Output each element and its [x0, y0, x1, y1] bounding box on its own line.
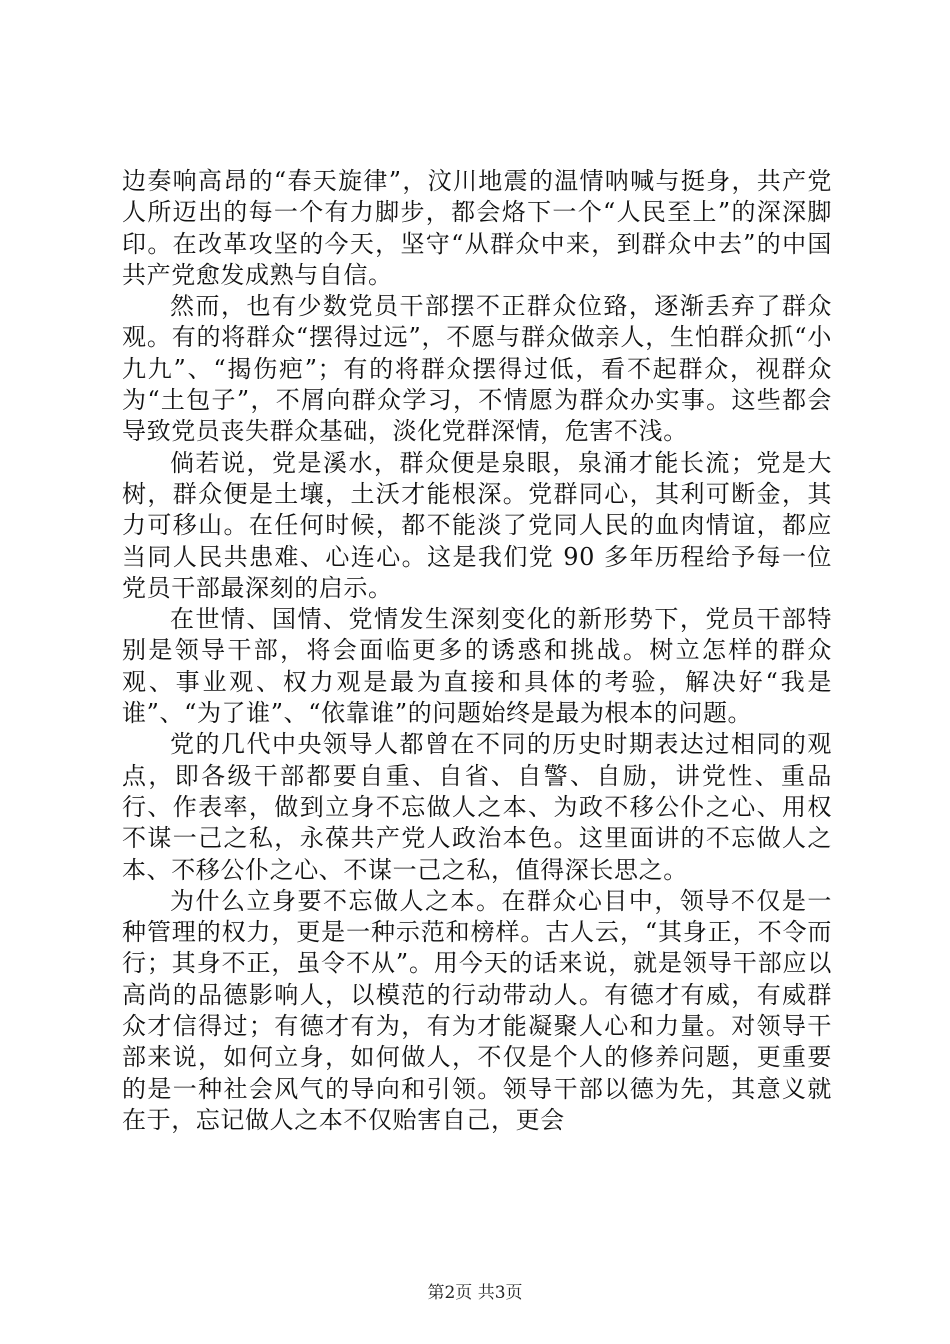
- paragraph-1: 边奏响高昂的“春天旋律”，汶川地震的温情呐喊与挺身，共产党人所迈出的每一个有力脚步，都会烙下一个“人民至上”的深深脚印。在改革攻坚的今天，坚守“从群众中来，到群众中去”的中国共产党愈发成熟与自信。: [122, 167, 832, 289]
- page-number-label: 第2页 共3页: [427, 1283, 523, 1303]
- page-footer: [0, 1278, 950, 1303]
- paragraph-4: 在世情、国情、党情发生深刻变化的新形势下，党员干部特别是领导干部，将会面临更多的诱惑和挑战。树立怎样的群众观、事业观、权力观是最为直接和具体的考验，解决好“我是谁”、“为了谁”、“依靠谁”的问题始终是最为根本的问题。: [122, 605, 832, 728]
- document-body: [122, 166, 832, 1136]
- paragraph-6: 为什么立身要不忘做人之本。在群众心目中，领导不仅是一种管理的权力，更是一种示范和榜样。古人云，“其身正，不令而行；其身不正，虽令不从”。用今天的话来说，就是领导干部应以高尚的品德影响人，以模范的行动带动人。有德才有威，有威群众才信得过；有德才有为，有为才能凝聚人心和力量。对领导干部来说，如何立身，如何做人，不仅是个人的修养问题，更重要的是一种社会风气的导向和引领。领导干部以德为先，其意义就在于，忘记做人之本不仅贻害自己，更会: [122, 886, 832, 1134]
- paragraph-5: 党的几代中央领导人都曾在不同的历史时期表达过相同的观点，即各级干部都要自重、自省、自警、自励，讲党性、重品行、作表率，做到立身不忘做人之本、为政不移公仆之心、用权不谋一己之私，永葆共产党人政治本色。这里面讲的不忘做人之本、不移公仆之心、不谋一己之私，值得深长思之。: [122, 730, 832, 884]
- paragraph-2: 然而，也有少数党员干部摆不正群众位臵，逐渐丢弃了群众观。有的将群众“摆得过远”，不愿与群众做亲人，生怕群众抓“小九九”、“揭伤疤”；有的将群众摆得过低，看不起群众，视群众为“土包子”，不屑向群众学习，不情愿为群众办实事。这些都会导致党员丧失群众基础，淡化党群深情，危害不浅。: [122, 292, 832, 446]
- paragraph-3: 倘若说，党是溪水，群众便是泉眼，泉涌才能长流；党是大树，群众便是土壤，土沃才能根深。党群同心，其利可断金，其力可移山。在任何时候，都不能淡了党同人民的血肉情谊，都应当同人民共患难、心连心。这是我们党 90 多年历程给予每一位党员干部最深刻的启示。: [122, 448, 832, 602]
